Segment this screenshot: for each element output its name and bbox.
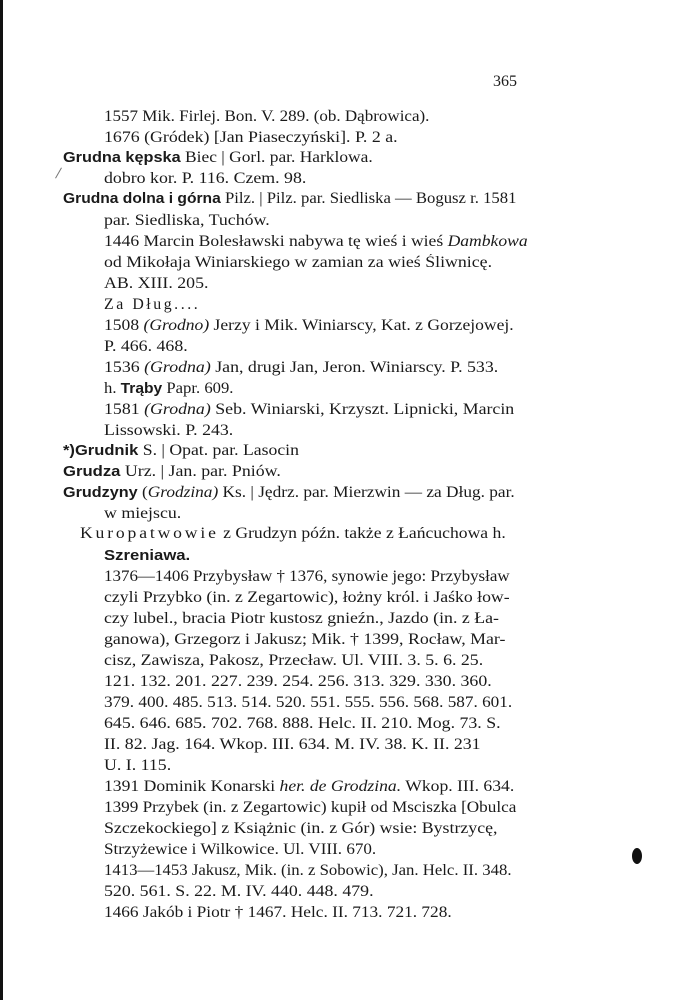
text-segment: II. 82. Jag. 164. Wkop. III. 634. M. IV. 38. K. II. 231 xyxy=(104,736,481,753)
text-segment: 520. 561. S. 22. M. IV. 440. 448. 479. xyxy=(104,883,374,900)
text-segment: 1466 Jakób i Piotr † 1467. Helc. II. 713. 721. 728. xyxy=(104,904,452,921)
text-segment: 379. 400. 485. 513. 514. 520. 551. 555. 556. 568. 587. 601. xyxy=(104,694,513,711)
text-segment: z Grudzyn późn. także z Łańcuchowa h. xyxy=(218,525,506,542)
text-segment: w miejscu. xyxy=(104,505,182,522)
entry-heading: Trąby xyxy=(120,381,163,397)
text-segment: 1376—1406 Przybysław † 1376, synowie jego: Przybysław xyxy=(104,568,510,585)
text-segment: 645. 646. 685. 702. 768. 888. Helc. II. 210. Mog. 73. S. xyxy=(104,715,501,732)
text-line xyxy=(63,442,299,460)
text-segment: dobro kor. P. 116. Czem. 98. xyxy=(104,170,307,187)
italic-text: Grodzina) xyxy=(147,484,219,501)
text-line xyxy=(104,505,181,523)
text-segment: od Mikołaja Winiarskiego w zamian za wieś Śliwnicę. xyxy=(104,254,493,271)
text-line xyxy=(104,338,188,356)
text-segment: ( xyxy=(137,484,148,501)
text-segment: 1413—1453 Jakusz, Mik. (in. z Sobowic), Jan. Helc. II. 348. xyxy=(104,862,512,879)
page-number: 365 xyxy=(493,73,517,90)
italic-text: (Grodna) xyxy=(144,401,211,418)
text-segment: czy lubel., bracia Piotr kustosz gnieźn., Jazdo (in. z Ła- xyxy=(104,610,499,627)
text-line xyxy=(63,149,373,167)
text-line xyxy=(104,275,208,293)
entry-heading: Grudza xyxy=(63,464,121,480)
entry-heading: Grudna kępska xyxy=(63,150,181,166)
text-line xyxy=(104,757,171,775)
text-segment: 121. 132. 201. 227. 239. 254. 256. 313. 329. 330. 360. xyxy=(104,673,492,690)
text-line xyxy=(63,190,516,208)
text-segment: 1446 Marcin Bolesławski nabywa tę wieś i wieś xyxy=(104,233,448,250)
text-line xyxy=(104,547,190,565)
text-segment: 1557 Mik. Firlej. Bon. V. 289. (ob. Dąbrowica). xyxy=(104,108,430,125)
entry-heading: *)Grudnik xyxy=(63,443,139,459)
text-line xyxy=(104,736,481,754)
text-line xyxy=(104,212,270,230)
text-line xyxy=(104,631,505,649)
text-line xyxy=(80,525,506,543)
text-segment: Urz. | Jan. par. Pniów. xyxy=(120,463,281,480)
text-segment: ganowa), Grzegorz i Jakusz; Mik. † 1399, Rocław, Mar- xyxy=(104,631,506,648)
text-segment: Seb. Winiarski, Krzyszt. Lipnicki, Marcin xyxy=(210,401,515,418)
text-line xyxy=(104,568,510,586)
text-line xyxy=(104,401,514,419)
text-line xyxy=(104,589,510,607)
text-segment: Ks. | Jędrz. par. Mierzwin — za Dług. par. xyxy=(218,484,515,501)
text-segment: Jan, drugi Jan, Jeron. Winiarscy. P. 533. xyxy=(210,359,499,376)
text-segment: Pilz. | Pilz. par. Siedliska — Bogusz r. 1581 xyxy=(220,190,517,207)
text-segment: cisz, Zawisza, Pakosz, Przecław. Ul. VIII. 3. 5. 6. 25. xyxy=(104,652,484,669)
text-line xyxy=(104,673,492,691)
italic-text: Dambkowa xyxy=(447,233,528,250)
text-segment: czyli Przybko (in. z Zegartowic), łożny król. i Jaśko łow- xyxy=(104,589,510,606)
italic-text: (Grodno) xyxy=(143,317,210,334)
text-line xyxy=(104,296,200,314)
text-segment: Szczekockiego] z Książnic (in. z Gór) wsie: Bystrzycę, xyxy=(104,820,498,837)
entry-heading: Grudzyny xyxy=(63,485,138,501)
text-line xyxy=(104,422,233,440)
text-segment: h. xyxy=(104,380,121,397)
text-segment: S. | Opat. par. Lasocin xyxy=(138,442,299,459)
text-segment: par. Siedliska, Tuchów. xyxy=(104,212,270,229)
text-line xyxy=(104,904,452,922)
text-line xyxy=(104,652,483,670)
italic-text: (Grodna) xyxy=(144,359,211,376)
text-segment: 1391 Dominik Konarski xyxy=(104,778,280,795)
text-line xyxy=(104,841,376,859)
text-segment: P. 466. 468. xyxy=(104,338,188,355)
text-segment: 1581 xyxy=(104,401,145,418)
text-segment: Lissowski. P. 243. xyxy=(104,422,234,439)
text-segment: Za Dług.... xyxy=(104,296,201,313)
text-line xyxy=(104,799,516,817)
text-line xyxy=(63,463,281,481)
text-line xyxy=(104,715,501,733)
text-line xyxy=(104,694,512,712)
text-line xyxy=(104,778,514,796)
text-segment: Jerzy i Mik. Winiarscy, Kat. z Gorzejowej. xyxy=(209,317,514,334)
text-line xyxy=(63,484,515,502)
text-segment: 1399 Przybek (in. z Zegartowic) kupił od Msciszka [Obulca xyxy=(104,799,517,816)
entry-heading: Grudna dolna i górna xyxy=(63,191,221,207)
text-segment: 1536 xyxy=(104,359,145,376)
text-line xyxy=(104,129,398,147)
text-segment: Papr. 609. xyxy=(162,380,234,397)
text-line xyxy=(104,317,514,335)
pencil-mark xyxy=(55,168,62,179)
entry-heading: Szreniawa. xyxy=(104,548,191,564)
text-segment: Wkop. III. 634. xyxy=(401,778,515,795)
text-line xyxy=(104,170,306,188)
ink-dot xyxy=(632,848,642,864)
text-line xyxy=(104,883,374,901)
text-segment: AB. XIII. 205. xyxy=(104,275,209,292)
text-line xyxy=(104,108,429,126)
text-line xyxy=(104,610,499,628)
text-segment: Biec | Gorl. par. Harklowa. xyxy=(180,149,373,166)
text-line xyxy=(104,380,233,398)
text-segment: 1676 (Gródek) [Jan Piaseczyński]. P. 2 a. xyxy=(104,129,398,146)
text-segment: Strzyżewice i Wilkowice. Ul. VIII. 670. xyxy=(104,841,377,858)
text-segment: 1508 xyxy=(104,317,144,334)
text-line xyxy=(104,233,528,251)
text-line xyxy=(104,254,492,272)
scan-edge xyxy=(0,0,3,1000)
italic-text: her. de Grodzina. xyxy=(279,778,402,795)
text-segment: U. I. 115. xyxy=(104,757,172,774)
text-line xyxy=(104,862,512,880)
text-line xyxy=(104,820,497,838)
text-segment: Kuropatwowie xyxy=(80,525,219,542)
text-line xyxy=(104,359,498,377)
